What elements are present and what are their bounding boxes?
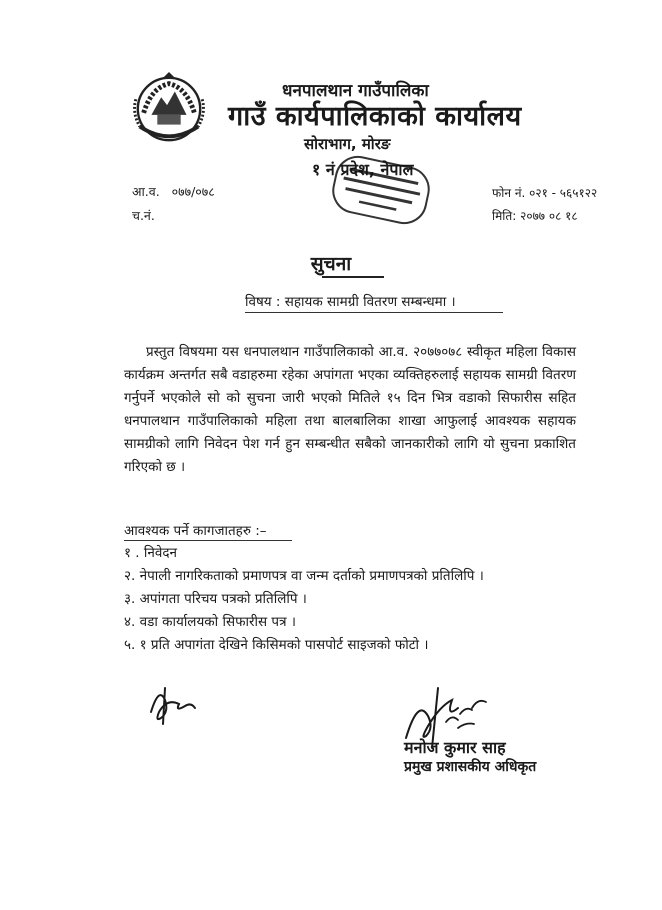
officer-title: प्रमुख प्रशासकीय अधिकृत: [404, 759, 537, 775]
list-item: १ . निवेदन: [124, 545, 178, 561]
notice-subject: विषय : सहायक सामग्री वितरण सम्बन्धमा ।: [245, 294, 456, 310]
list-item: ५. १ प्रति अपागंता देखिने किसिमको पासपोर्ट साइजको फोटो ।: [124, 637, 429, 653]
requirements-heading: आवश्यक पर्ने कागजातहरु :–: [124, 523, 267, 539]
fiscal-year: [132, 183, 215, 200]
nepal-emblem-icon: [130, 70, 208, 148]
notice-title: सुचना: [310, 253, 352, 275]
office-address: सोराभाग, मोरङ: [304, 135, 391, 153]
fiscal-year-label: आ.व.: [132, 184, 160, 199]
list-item: २. नेपाली नागरिकताको प्रमाणपत्र वा जन्म दर्ताको प्रमाणपत्रको प्रतिलिपि ।: [124, 568, 484, 584]
requirements-list: [124, 542, 484, 657]
subject-underline: [245, 312, 503, 313]
list-item: ३. अपांगता परिचय पत्रको प्रतिलिपि ।: [124, 591, 307, 607]
issue-date: मिति: २०७७ ०८ १८: [492, 209, 578, 223]
office-name: गाउँ कार्यपालिकाको कार्यालय: [228, 101, 522, 132]
title-underline: [322, 276, 384, 278]
notice-body: [124, 341, 576, 479]
notice-paragraph: प्रस्तुत विषयमा यस धनपालथान गाउँपालिकाको आ.व. २०७७०७८ स्वीकृत महिला विकास कार्यक्रम अन्तर्गत सबै वडाहरुमा रहेका अपांगता भएका व्यक्तिहरुलाई सहायक सामग्री वितरण गर्नुपर्ने भएकोले सो को सुचना जारी भएको मितिले १५ दिन भित्र वडाको सिफारीस सहित धनपालथान गाउँपालिकाको महिला तथा बालबालिका शाखा आफुलाई आवश्यक सहायक सामग्रीको लागि निवेदन पेश गर्न हुन सम्बन्धीत सबैको जानकारीको लागि यो सुचना प्रकाशित गरिएको छ ।: [124, 344, 576, 475]
left-signature: [145, 682, 205, 726]
province-line: १ नं प्रदेश, नेपाल: [312, 160, 414, 179]
list-item: ४. वडा कार्यालयको सिफारीस पत्र ।: [124, 614, 296, 630]
fiscal-year-value: ०७७/०७८: [171, 184, 215, 199]
officer-name: मनोज कुमार साह: [404, 738, 506, 757]
phone-number: फोन नं. ०२१ - ५६५१२२: [492, 186, 598, 200]
dispatch-number: च.नं.: [132, 208, 155, 223]
municipality-name: धनपालथान गाउँपालिका: [282, 81, 429, 101]
office-stamp: [326, 154, 436, 226]
requirements-underline: [124, 540, 292, 541]
